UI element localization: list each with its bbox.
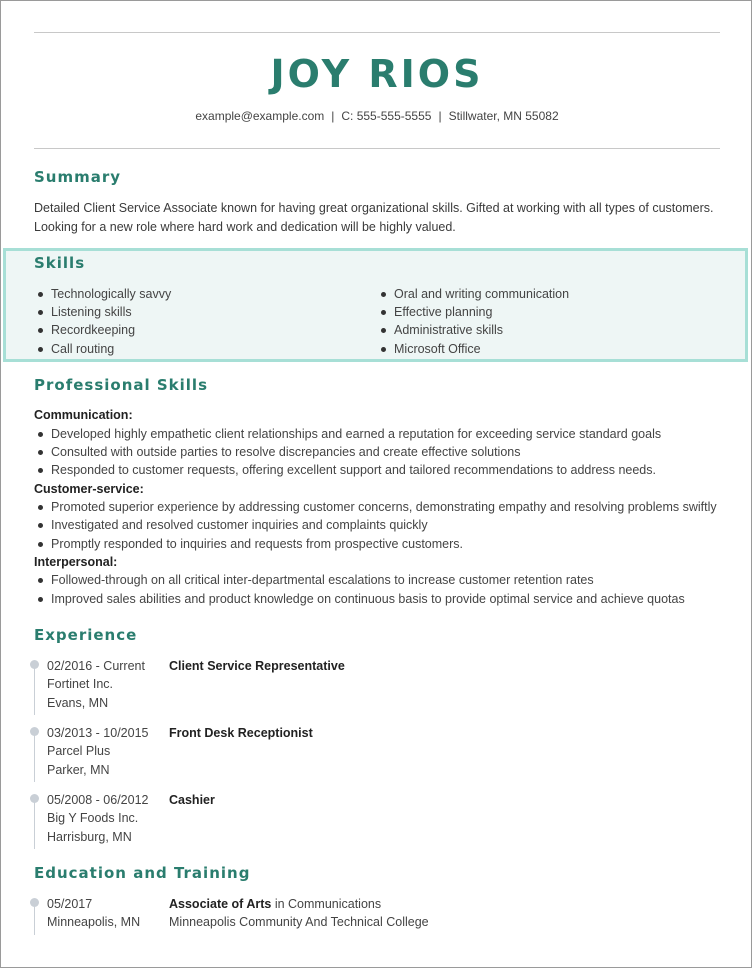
skill-item: Technologically savvy xyxy=(51,287,172,301)
timeline-dot xyxy=(30,898,39,907)
skill-bullet: Promptly responded to inquiries and requests from prospective customers. xyxy=(51,537,463,551)
skill-group-heading: Communication: xyxy=(34,408,133,422)
timeline-line xyxy=(34,732,35,782)
skill-group-heading: Interpersonal: xyxy=(34,555,118,569)
job-dates: 02/2016 - Current xyxy=(47,659,145,673)
education-degree: Associate of Arts xyxy=(169,897,272,911)
job-role: Front Desk Receptionist xyxy=(169,726,313,740)
skill-bullet: Followed-through on all critical inter-departmental escalations to increase customer retention rates xyxy=(51,573,594,587)
job-company: Big Y Foods Inc. xyxy=(47,811,139,825)
job-company: Fortinet Inc. xyxy=(47,677,113,691)
education-field: in Communications xyxy=(271,897,382,911)
skill-item: Listening skills xyxy=(51,305,132,319)
contact-phone: C: 555-555-5555 xyxy=(341,109,432,123)
skill-item: Call routing xyxy=(51,342,115,356)
summary-line: Looking for a new role where hard work and dedication will be highly valued. xyxy=(34,220,456,234)
timeline-line xyxy=(34,665,35,715)
skill-item: Administrative skills xyxy=(394,323,504,337)
skill-group-heading: Customer-service: xyxy=(34,482,144,496)
education-date: 05/2017 xyxy=(47,897,93,911)
experience-title: Experience xyxy=(34,626,138,644)
top-divider xyxy=(34,32,720,33)
skill-bullet: Responded to customer requests, offering excellent support and tailored recommendations to address needs. xyxy=(51,463,656,477)
education-degree-line xyxy=(169,895,381,913)
contact-email: example@example.com xyxy=(195,109,325,123)
skill-bullet: Promoted superior experience by addressing customer concerns, demonstrating empathy and resolving problems swiftly xyxy=(51,500,717,514)
job-location: Evans, MN xyxy=(47,696,109,710)
skill-bullet: Improved sales abilities and product knowledge on continuous basis to provide optimal service and achieve quotas xyxy=(51,592,685,606)
summary-line: Detailed Client Service Associate known for having great organizational skills. Gifted at working with all types of customers. xyxy=(34,201,714,215)
contact-separator: | xyxy=(331,109,335,123)
skill-bullet: Consulted with outside parties to resolve discrepancies and create effective solutions xyxy=(51,445,521,459)
job-dates: 05/2008 - 06/2012 xyxy=(47,793,149,807)
skill-bullet: Investigated and resolved customer inquiries and complaints quickly xyxy=(51,518,428,532)
education-location: Minneapolis, MN xyxy=(47,915,141,929)
timeline-dot xyxy=(30,727,39,736)
professional-skills-title: Professional Skills xyxy=(34,376,208,394)
job-company: Parcel Plus xyxy=(47,744,111,758)
summary-title: Summary xyxy=(34,168,122,186)
skill-bullet: Developed highly empathetic client relationships and earned a reputation for exceeding service standard goals xyxy=(51,427,662,441)
job-role: Client Service Representative xyxy=(169,659,345,673)
job-dates: 03/2013 - 10/2015 xyxy=(47,726,149,740)
skills-title: Skills xyxy=(34,254,86,272)
education-school: Minneapolis Community And Technical College xyxy=(169,915,429,929)
skill-item: Effective planning xyxy=(394,305,493,319)
contact-location: Stillwater, MN 55082 xyxy=(448,109,559,123)
timeline-line xyxy=(34,799,35,849)
contact-line xyxy=(1,108,752,124)
job-location: Harrisburg, MN xyxy=(47,830,132,844)
skill-item: Recordkeeping xyxy=(51,323,136,337)
header-divider xyxy=(34,148,720,149)
candidate-name: JOY RIOS xyxy=(270,52,484,96)
timeline-dot xyxy=(30,660,39,669)
job-location: Parker, MN xyxy=(47,763,110,777)
timeline-line xyxy=(34,903,35,935)
contact-separator: | xyxy=(438,109,442,123)
skill-item: Microsoft Office xyxy=(394,342,481,356)
job-role: Cashier xyxy=(169,793,215,807)
summary-text xyxy=(34,199,724,237)
timeline-dot xyxy=(30,794,39,803)
skill-item: Oral and writing communication xyxy=(394,287,570,301)
education-title: Education and Training xyxy=(34,864,251,882)
